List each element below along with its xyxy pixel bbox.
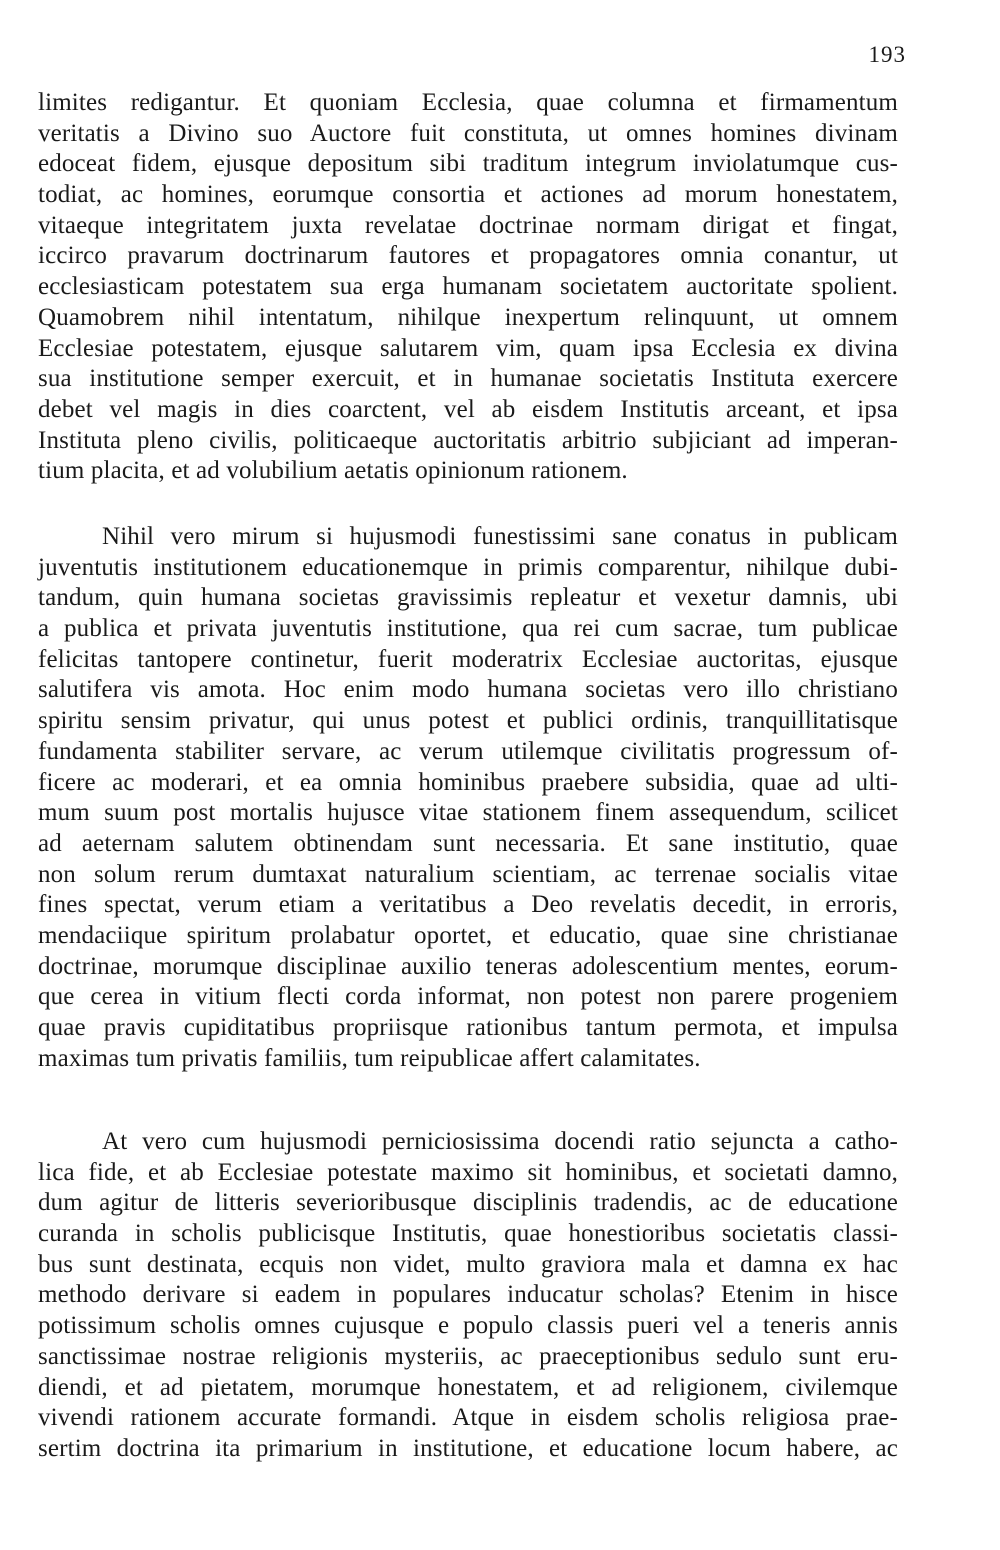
- text-line: limites redigantur. Et quoniam Ecclesia, quae columna et firmamentum: [38, 89, 898, 116]
- paragraph-1: [38, 88, 898, 487]
- text-line: veritatis a Divino suo Auctore fuit constituta, ut omnes homines divinam: [38, 119, 898, 147]
- text-line: mum suum post mortalis hujusce vitae stationem finem assequendum, scilicet: [38, 799, 898, 827]
- text-line: non solum rerum dumtaxat naturalium scientiam, ac terrenae socialis vitae: [38, 860, 898, 888]
- text-line: potissimum scholis omnes cujusque e populo classis pueri vel a teneris annis: [38, 1312, 898, 1340]
- text-line: ad aeternam salutem obtinendam sunt necessaria. Et sane institutio, quae: [38, 829, 898, 857]
- text-line: Quamobrem nihil intentatum, nihilque inexpertum relinquunt, ut omnem: [38, 303, 898, 331]
- text-line: ficere ac moderari, et ea omnia hominibus praebere subsidia, quae ad ulti-: [38, 768, 898, 796]
- text-line: Ecclesiae potestatem, ejusque salutarem vim, quam ipsa Ecclesia ex divina: [38, 334, 898, 362]
- text-line: vitaeque integritatem juxta revelatae doctrinae normam dirigat et fingat,: [38, 211, 898, 239]
- text-line: methodo derivare si eadem in populares inducatur scholas? Etenim in hisce: [38, 1281, 898, 1309]
- text-line: debet vel magis in dies coarctent, vel ab eisdem Institutis arceant, et ipsa: [38, 395, 898, 423]
- text-line: diendi, et ad pietatem, morumque honestatem, et ad religionem, civilemque: [38, 1373, 898, 1401]
- text-line: sua institutione semper exercuit, et in humanae societatis Instituta exercere: [38, 365, 898, 393]
- text-line: fines spectat, verum etiam a veritatibus a Deo revelatis decedit, in erroris,: [38, 891, 898, 919]
- text-line: spiritu sensim privatur, qui unus potest et publici ordinis, tranquillitatisque: [38, 707, 898, 735]
- page-number: 193: [868, 42, 906, 67]
- text-line: vivendi rationem accurate formandi. Atque in eisdem scholis religiosa prae-: [38, 1404, 898, 1432]
- text-line: todiat, ac homines, eorumque consortia et actiones ad morum honestatem,: [38, 181, 898, 209]
- text-line: lica fide, et ab Ecclesiae potestate maximo sit hominibus, et societati damno,: [38, 1158, 898, 1186]
- text-line: felicitas tantopere continetur, fuerit moderatrix Ecclesiae auctoritas, ejusque: [38, 645, 898, 673]
- text-line: doctrinae, morumque disciplinae auxilio teneras adolescentium mentes, eorum-: [38, 952, 898, 980]
- text-line: quae pravis cupiditatibus propriisque rationibus tantum permota, et impulsa: [38, 1014, 898, 1041]
- paragraph-3: [38, 1127, 898, 1465]
- text-line: salutifera vis amota. Hoc enim modo humana societas vero illo christiano: [38, 676, 898, 704]
- text-line: Instituta pleno civilis, politicaeque auctoritatis arbitrio subjiciant ad imperan-: [38, 426, 898, 454]
- text-line: a publica et privata juventutis institutione, qua rei cum sacrae, tum publicae: [38, 615, 898, 643]
- text-line: bus sunt destinata, ecquis non videt, multo graviora mala et damna ex hac: [38, 1250, 898, 1278]
- text-line: tandum, quin humana societas gravissimis repleatur et vexetur damnis, ubi: [38, 584, 898, 612]
- text-line: sertim doctrina ita primarium in institutione, et educatione locum habere, ac: [38, 1434, 898, 1462]
- text-line: edoceat fidem, ejusque depositum sibi traditum integrum inviolatumque cus-: [38, 150, 898, 178]
- text-line: dum agitur de litteris severioribusque disciplinis tradendis, ac de educatione: [38, 1189, 898, 1217]
- text-line: Nihil vero mirum si hujusmodi funestissimi sane conatus in publicam: [102, 523, 898, 550]
- text-line: ecclesiasticam potestatem sua erga humanam societatem auctoritate spolient.: [38, 273, 898, 301]
- text-line: tium placita, et ad volubilium aetatis opinionum rationem.: [38, 457, 628, 485]
- text-line: maximas tum privatis familiis, tum reipublicae affert calamitates.: [38, 1044, 701, 1072]
- text-line: iccirco pravarum doctrinarum fautores et propagatores omnia conantur, ut: [38, 242, 898, 270]
- text-line: mendaciique spiritum prolabatur oportet, et educatio, quae sine christianae: [38, 921, 898, 949]
- text-line: fundamenta stabiliter servare, ac verum utilemque civilitatis progressum of-: [38, 737, 898, 765]
- text-line: curanda in scholis publicisque Institutis, quae honestioribus societatis classi-: [38, 1220, 898, 1248]
- text-line: juventutis institutionem educationemque in primis comparentur, nihilque dubi-: [38, 553, 898, 581]
- text-line: sanctissimae nostrae religionis mysteriis, ac praeceptionibus sedulo sunt eru-: [38, 1342, 898, 1370]
- text-line: At vero cum hujusmodi perniciosissima docendi ratio sejuncta a catho-: [102, 1128, 898, 1155]
- paragraph-2: [38, 522, 898, 1074]
- text-line: que cerea in vitium flecti corda informat, non potest non parere progeniem: [38, 983, 898, 1011]
